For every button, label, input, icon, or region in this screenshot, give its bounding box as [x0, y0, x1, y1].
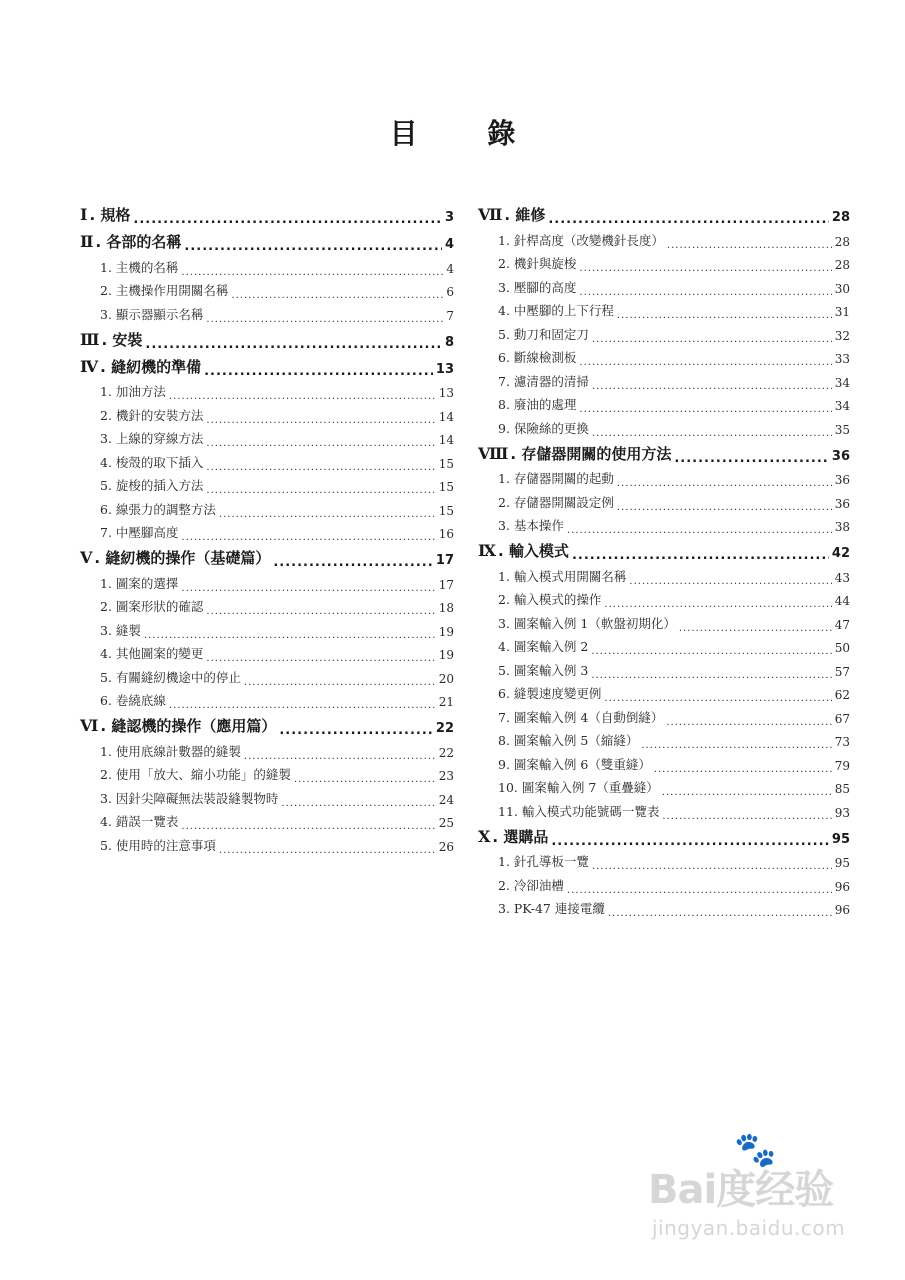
dot-leader	[674, 449, 829, 464]
toc-entry-label: 2. 圖案形狀的確認	[100, 599, 204, 614]
toc-entry-label: 3. 因針尖障礙無法裝設縫製物時	[100, 790, 279, 806]
toc-page-number: 38	[834, 520, 850, 534]
toc-entry-label: 2. 機針與旋梭	[498, 256, 577, 271]
toc-chapter-entry	[80, 201, 454, 225]
dot-leader	[169, 697, 436, 710]
toc-page-number: 34	[834, 399, 850, 413]
toc-section-entry	[478, 702, 850, 726]
toc-page-number: 25	[438, 816, 454, 830]
toc-section-entry	[478, 249, 850, 273]
dot-leader	[244, 673, 436, 686]
chapter-title: . 維修	[504, 206, 546, 224]
toc-page-number: 44	[834, 594, 850, 608]
dot-leader	[206, 411, 435, 424]
toc-entry-label: 3. 圖案輸入例 1（軟盤初期化）	[498, 615, 676, 631]
toc-section-entry	[80, 447, 454, 471]
toc-entry-label: 2. 使用「放大、縮小功能」的縫製	[100, 767, 291, 782]
toc-chapter-entry	[80, 712, 454, 736]
chapter-numeral: Ⅰ	[80, 205, 88, 224]
toc-section-entry	[478, 487, 850, 511]
toc-entry-label: 3. PK-47 連接電纜	[498, 901, 605, 916]
toc-page-number: 96	[834, 879, 850, 894]
toc-entry-label: 4. 中壓腳的上下行程	[498, 303, 614, 318]
toc-entry-label: 8. 圖案輸入例 5（縮縫）	[498, 733, 639, 748]
toc-entry-label	[478, 540, 569, 561]
toc-section-entry	[478, 796, 850, 820]
toc-entry-label	[478, 204, 545, 225]
dot-leader	[579, 401, 831, 414]
toc-entry-label: 4. 圖案輸入例 2	[498, 639, 589, 654]
toc-section-entry	[80, 760, 454, 784]
dot-leader	[144, 626, 436, 639]
toc-section-entry	[80, 377, 454, 401]
chapter-title: . 規格	[89, 206, 131, 224]
toc-page-number: 57	[834, 664, 850, 679]
dot-leader	[604, 596, 831, 609]
chapter-numeral: Ⅲ	[80, 329, 100, 349]
dot-leader	[662, 807, 831, 820]
toc-entry-label: 4. 錯誤一覽表	[100, 814, 179, 829]
toc-section-entry	[80, 400, 454, 424]
toc-entry-label: 4. 其他圖案的變更	[100, 646, 204, 661]
toc-section-entry	[478, 655, 850, 679]
dot-leader	[617, 498, 832, 511]
dot-leader	[572, 546, 829, 561]
toc-entry-label	[478, 826, 548, 847]
toc-entry-label: 1. 主機的名稱	[100, 259, 179, 275]
toc-section-entry	[80, 592, 454, 616]
dot-leader	[679, 619, 832, 632]
toc-page-number: 28	[834, 258, 850, 272]
dot-leader	[591, 666, 831, 679]
page-title: 目 錄	[389, 117, 546, 150]
toc-section-entry	[478, 894, 850, 918]
toc-page-number: 6	[446, 285, 454, 299]
chapter-numeral: Ⅴ	[80, 548, 93, 567]
toc-section-entry	[478, 272, 850, 296]
chapter-title: . 縫紉機的操作（基礎篇）	[94, 549, 271, 567]
dot-leader	[604, 690, 831, 703]
toc-section-entry	[478, 343, 850, 367]
chapter-title: . 安裝	[101, 330, 143, 349]
toc-chapter-entry	[80, 326, 454, 350]
toc-section-entry	[478, 225, 850, 249]
toc-page-number: 35	[834, 422, 850, 437]
toc-chapter-entry	[478, 440, 850, 464]
toc-page-number: 20	[438, 671, 454, 686]
dot-leader	[641, 737, 831, 750]
toc-entry-label: 3. 壓腳的高度	[498, 279, 577, 295]
dot-leader	[579, 354, 831, 367]
toc-page-number: 13	[438, 386, 454, 400]
toc-section-entry	[478, 608, 850, 632]
toc-page-number: 22	[438, 745, 454, 760]
toc-section-entry	[478, 749, 850, 773]
toc-entry-label: 6. 線張力的調整方法	[100, 501, 216, 517]
dot-leader	[133, 210, 442, 225]
toc-entry-label: 3. 縫製	[100, 622, 141, 638]
toc-entry-label: 5. 有關縫紉機途中的停止	[100, 669, 241, 685]
toc-entry-label: 1. 存儲器開關的起動	[498, 471, 614, 486]
toc-section-entry	[80, 568, 454, 592]
toc-page-number: 30	[834, 281, 850, 296]
toc-section-entry	[80, 807, 454, 831]
toc-entry-label	[80, 204, 130, 225]
toc-entry-label: 7. 中壓腳高度	[100, 525, 179, 540]
toc-section-entry	[478, 511, 850, 535]
dot-leader	[567, 881, 832, 894]
dot-leader	[579, 283, 831, 296]
toc-section-entry	[478, 319, 850, 343]
chapter-numeral: Ⅸ	[478, 541, 497, 560]
chapter-numeral: Ⅶ	[478, 205, 503, 224]
chapter-numeral: Ⅹ	[478, 826, 491, 846]
toc-entry-label: 7. 濾清器的清掃	[498, 373, 589, 389]
watermark-logo: Bai度经验	[648, 1167, 834, 1213]
toc-page-number: 34	[834, 375, 850, 390]
dot-leader	[279, 721, 433, 736]
toc-section-entry	[478, 585, 850, 609]
dot-leader	[617, 475, 832, 488]
toc-section-entry	[80, 639, 454, 663]
toc-page-number: 21	[438, 695, 454, 709]
toc-page-number: 79	[834, 758, 850, 773]
toc-page-number: 67	[834, 711, 850, 726]
dot-leader	[662, 784, 832, 797]
toc-entry-label: 1. 針孔導板一覽	[498, 854, 589, 869]
toc-page-number: 22	[435, 721, 454, 736]
toc-page-number: 31	[834, 305, 850, 319]
toc-section-entry	[478, 773, 850, 797]
toc-section-entry	[478, 561, 850, 585]
toc-section-entry	[80, 424, 454, 448]
toc-section-entry	[80, 471, 454, 495]
dot-leader	[181, 579, 435, 592]
toc-entry-label: 2. 存儲器開關設定例	[498, 494, 614, 510]
dot-leader	[294, 771, 436, 784]
toc-page-number: 23	[438, 769, 454, 783]
dot-leader	[206, 435, 435, 448]
toc-section-entry	[478, 464, 850, 488]
toc-page-number: 14	[438, 409, 454, 424]
toc-entry-label: 4. 梭殼的取下插入	[100, 454, 204, 470]
toc-chapter-entry	[80, 353, 454, 377]
chapter-title: . 各部的名稱	[95, 233, 182, 251]
toc-section-entry	[478, 413, 850, 437]
toc-chapter-entry	[80, 544, 454, 568]
toc-page-number: 28	[834, 234, 850, 249]
toc-section-entry	[478, 390, 850, 414]
toc-section-entry	[80, 783, 454, 807]
toc-page-number: 36	[831, 448, 850, 464]
toc-page-number: 28	[831, 210, 850, 225]
toc-chapter-entry	[80, 228, 454, 252]
toc-entry-label: 2. 冷卻油槽	[498, 877, 564, 893]
dot-leader	[654, 760, 832, 773]
toc-entry-label: 2. 主機操作用開關名稱	[100, 283, 229, 298]
toc-page-number: 95	[831, 831, 850, 847]
dot-leader	[206, 310, 443, 323]
toc-page-number: 36	[834, 473, 850, 487]
toc-page-number: 95	[834, 856, 850, 870]
dot-leader	[579, 260, 831, 273]
chapter-title: . 存儲器開關的使用方法	[510, 444, 672, 463]
toc-entry-label: 11. 輸入模式功能號碼一覽表	[498, 803, 660, 819]
dot-leader	[231, 287, 443, 300]
toc-entry-label: 6. 斷線檢測板	[498, 350, 577, 365]
toc-page-number: 7	[446, 308, 454, 323]
toc-section-entry	[478, 679, 850, 703]
toc-page-number: 15	[438, 456, 454, 471]
toc-page-number: 4	[446, 261, 454, 276]
toc-page-number: 3	[444, 210, 454, 225]
toc-section-entry	[80, 830, 454, 854]
toc-section-entry	[478, 870, 850, 894]
toc-page-number: 16	[438, 527, 454, 541]
chapter-numeral: Ⅳ	[80, 356, 99, 376]
dot-leader	[592, 858, 832, 871]
toc-entry-label: 5. 動刀和固定刀	[498, 326, 589, 342]
dot-leader	[592, 330, 832, 343]
toc-entry-label: 9. 圖案輸入例 6（雙重縫）	[498, 756, 651, 772]
toc-page-number: 36	[834, 496, 850, 511]
toc-chapter-entry	[478, 201, 850, 225]
toc-section-entry	[80, 662, 454, 686]
dot-leader	[204, 362, 433, 377]
toc-entry-label: 3. 顯示器顯示名稱	[100, 306, 204, 322]
toc-section-entry	[80, 299, 454, 323]
toc-entry-label	[80, 329, 142, 350]
toc-page-number: 47	[834, 617, 850, 632]
toc-section-entry	[80, 615, 454, 639]
toc-entry-label	[80, 547, 270, 568]
dot-leader	[551, 832, 829, 847]
toc-entry-label: 1. 圖案的選擇	[100, 575, 179, 591]
dot-leader	[145, 335, 442, 350]
toc-page-number: 24	[438, 792, 454, 807]
chapter-title: . 選購品	[492, 827, 549, 846]
toc-entry-label: 10. 圖案輸入例 7（重疊縫）	[498, 780, 659, 795]
toc-section-entry	[478, 632, 850, 656]
dot-leader	[567, 522, 832, 535]
chapter-numeral: Ⅷ	[478, 443, 509, 463]
chapter-numeral: Ⅱ	[80, 232, 94, 251]
toc-entry-label: 1. 輸入模式用開關名稱	[498, 568, 627, 584]
dot-leader	[181, 263, 443, 276]
dot-leader	[667, 236, 832, 249]
toc-entry-label: 1. 加油方法	[100, 384, 166, 399]
toc-page-number: 8	[444, 334, 454, 350]
toc-entry-label: 6. 卷繞底線	[100, 693, 166, 708]
toc-page-number: 32	[834, 328, 850, 343]
toc-entry-label: 6. 縫製速度變更例	[498, 686, 602, 701]
paw-icon: 🐾	[734, 1130, 777, 1170]
toc-entry-label	[478, 443, 671, 464]
toc-page-number: 15	[438, 480, 454, 494]
dot-leader	[181, 818, 435, 831]
toc-page-number: 85	[834, 782, 850, 796]
watermark-url: jingyan.baidu.com	[652, 1216, 846, 1240]
dot-leader	[591, 643, 831, 656]
toc-entry-label	[80, 231, 181, 252]
toc-section-entry	[478, 296, 850, 320]
dot-leader	[629, 572, 831, 585]
chapter-numeral: Ⅵ	[80, 716, 99, 735]
toc-entry-label: 5. 圖案輸入例 3	[498, 662, 589, 678]
toc-section-entry	[478, 726, 850, 750]
dot-leader	[206, 650, 435, 663]
toc-chapter-entry	[478, 823, 850, 847]
toc-page-number: 19	[438, 624, 454, 639]
chapter-title: . 縫紉機的準備	[100, 357, 202, 376]
toc-entry-label: 5. 使用時的注意事項	[100, 837, 216, 853]
dot-leader	[169, 388, 436, 401]
toc-entry-label: 3. 上線的穿線方法	[100, 431, 204, 446]
dot-leader	[617, 307, 832, 320]
dot-leader	[181, 529, 435, 542]
toc-section-entry	[80, 276, 454, 300]
toc-entry-label: 8. 廢油的處理	[498, 397, 577, 412]
chapter-title: . 輸入模式	[498, 542, 569, 560]
chapter-title: . 縫認機的操作（應用篇）	[100, 717, 277, 735]
toc-section-entry	[478, 366, 850, 390]
dot-leader	[592, 377, 832, 390]
baidu-jingyan-watermark	[638, 1130, 868, 1250]
toc-page-number: 13	[435, 361, 454, 377]
dot-leader	[244, 747, 436, 760]
toc-entry-label: 1. 使用底線計數器的縫製	[100, 743, 241, 759]
toc-entry-label: 1. 針桿高度（改變機針長度）	[498, 232, 664, 248]
dot-leader	[184, 237, 442, 252]
toc-page-number: 17	[438, 577, 454, 592]
toc-entry-label: 5. 旋梭的插入方法	[100, 478, 204, 493]
toc-page-number: 17	[435, 553, 454, 568]
toc-page-number: 19	[438, 648, 454, 662]
toc-page-number: 93	[834, 805, 850, 820]
toc-page-number: 50	[834, 641, 850, 655]
dot-leader	[206, 603, 435, 616]
toc-section-entry	[80, 686, 454, 710]
toc-page-number: 26	[438, 839, 454, 854]
toc-page-number: 4	[444, 237, 454, 252]
toc-page-number: 15	[438, 503, 454, 518]
toc-entry-label: 3. 基本操作	[498, 518, 564, 533]
dot-leader	[206, 482, 435, 495]
dot-leader	[206, 458, 435, 471]
toc-page-number: 42	[831, 546, 850, 561]
dot-leader	[219, 505, 436, 518]
dot-leader	[548, 210, 829, 225]
toc-entry-label: 2. 機針的安裝方法	[100, 407, 204, 423]
toc-entry-label: 2. 輸入模式的操作	[498, 592, 602, 607]
toc-entry-label: 9. 保險絲的更換	[498, 420, 589, 436]
toc-chapter-entry	[478, 537, 850, 561]
dot-leader	[592, 424, 832, 437]
dot-leader	[608, 905, 832, 918]
toc-section-entry	[80, 494, 454, 518]
toc-section-entry	[80, 736, 454, 760]
dot-leader	[666, 713, 831, 726]
toc-page-number: 96	[834, 903, 850, 917]
toc-section-entry	[80, 518, 454, 542]
toc-entry-label	[80, 356, 201, 377]
dot-leader	[281, 794, 435, 807]
dot-leader	[273, 553, 433, 568]
toc-page-number: 33	[834, 352, 850, 366]
dot-leader	[219, 841, 436, 854]
toc-page-number: 62	[834, 688, 850, 702]
toc-page-number: 14	[438, 433, 454, 447]
toc-page-number: 43	[834, 570, 850, 585]
toc-section-entry	[478, 847, 850, 871]
toc-section-entry	[80, 252, 454, 276]
toc-page-number: 18	[438, 601, 454, 615]
toc-entry-label: 7. 圖案輸入例 4（自動倒縫）	[498, 709, 664, 725]
toc-entry-label	[80, 715, 276, 736]
toc-right-column	[478, 198, 850, 917]
toc-left-column	[80, 198, 454, 854]
toc-page-number: 73	[834, 735, 850, 749]
